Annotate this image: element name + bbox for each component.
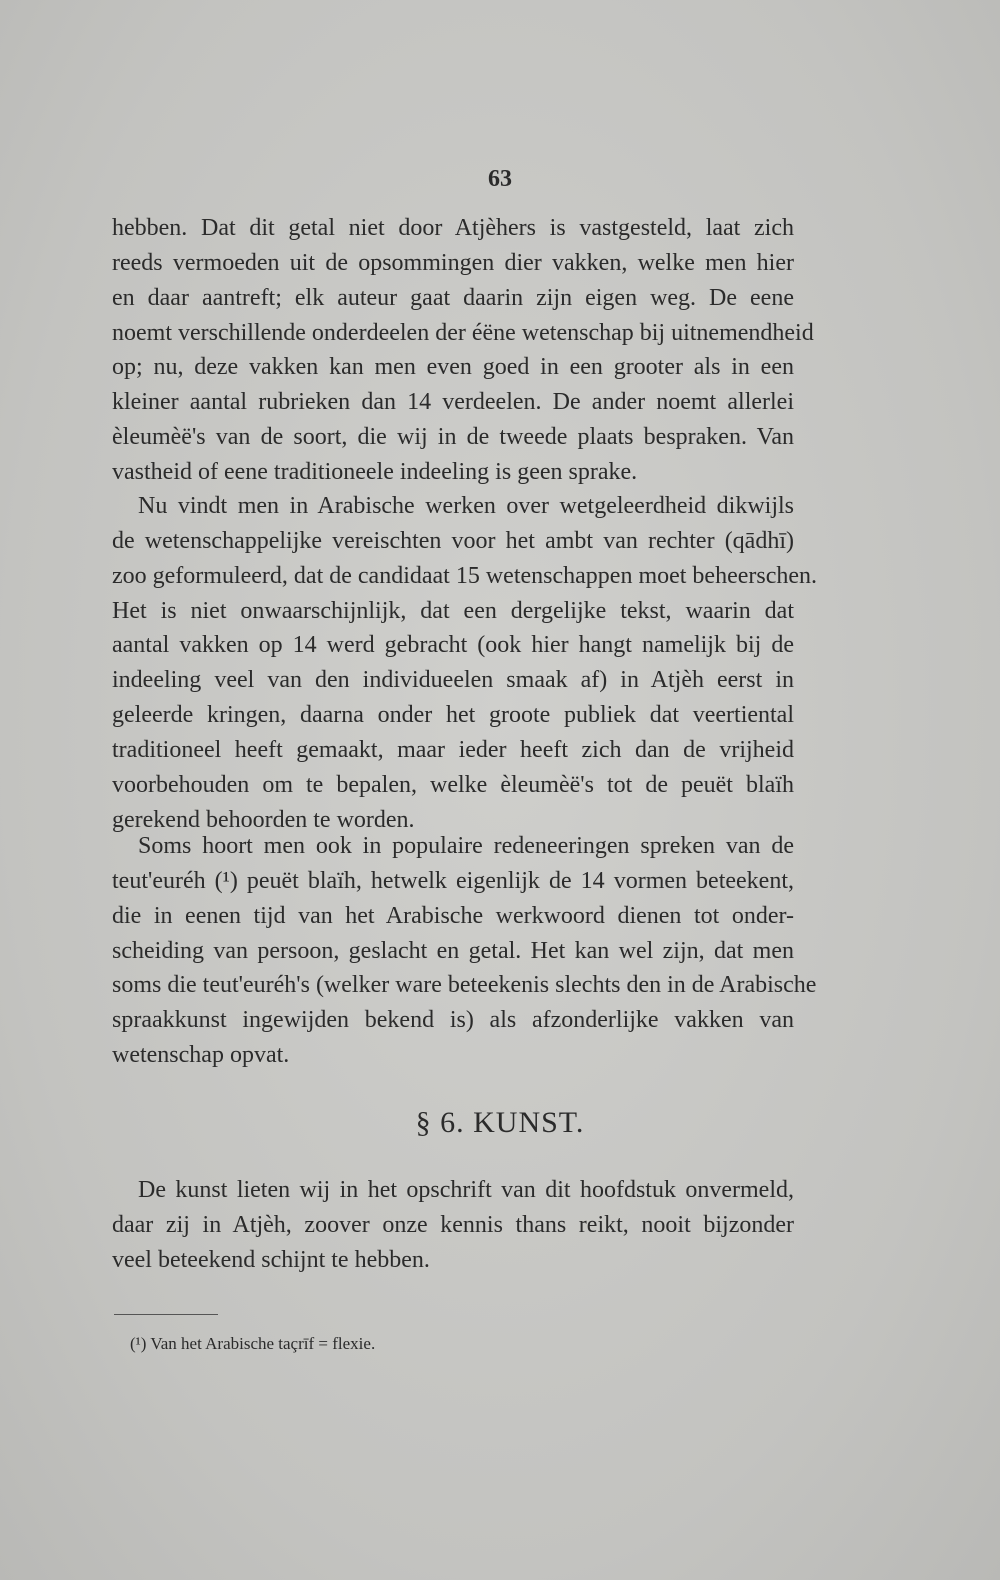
- paragraph-3: [112, 829, 817, 1073]
- text-line: Het is niet onwaarschijnlijk, dat een dergelijke tekst, waarin dat: [112, 597, 794, 624]
- paragraph-1: [112, 211, 814, 490]
- text-line: zoo geformuleerd, dat de candidaat 15 wetenschappen moet beheerschen.: [112, 562, 818, 589]
- section-heading: § 6. KUNST.: [415, 1106, 585, 1139]
- text-line: traditioneel heeft gemaakt, maar ieder heeft zich dan de vrijheid: [112, 736, 794, 763]
- footnote: (¹) Van het Arabische taçrīf = flexie.: [130, 1334, 376, 1353]
- text-line: en daar aantreft; elk auteur gaat daarin zijn eigen weg. De eene: [112, 284, 794, 311]
- paragraph-2: [112, 489, 818, 837]
- text-line: èleumèë's van de soort, die wij in de tweede plaats bespraken. Van: [112, 424, 794, 451]
- text-line: geleerde kringen, daarna onder het groote publiek dat veertiental: [112, 702, 794, 729]
- text-line: hebben. Dat dit getal niet door Atjèhers is vastgesteld, laat zich: [112, 215, 794, 241]
- text-line: daar zij in Atjèh, zoover onze kennis thans reikt, nooit bijzonder: [112, 1211, 794, 1238]
- text-line: noemt verschillende onderdeelen der éëne wetenschap bij uitnemendheid: [112, 319, 814, 346]
- text-line: vastheid of eene traditioneele indeeling is geen sprake.: [112, 458, 638, 485]
- text-line: indeeling veel van den individueelen smaak af) in Atjèh eerst in: [112, 667, 794, 694]
- text-line: teut'euréh (¹) peuët blaïh, hetwelk eigenlijk de 14 vormen beteekent,: [112, 867, 794, 894]
- page-number: 63: [488, 166, 512, 192]
- text-line: soms die teut'euréh's (welker ware beteekenis slechts den in de Arabische: [112, 972, 817, 999]
- text-line: kleiner aantal rubrieken dan 14 verdeelen. De ander noemt allerlei: [112, 389, 794, 416]
- text-line: voorbehouden om te bepalen, welke èleumèë's tot de peuët blaïh: [112, 771, 794, 798]
- text-line: veel beteekend schijnt te hebben.: [112, 1246, 430, 1273]
- text-line: Soms hoort men ook in populaire redeneeringen spreken van de: [138, 833, 794, 859]
- text-line: spraakkunst ingewijden bekend is) als afzonderlijke vakken van: [112, 1007, 794, 1034]
- text-line: reeds vermoeden uit de opsommingen dier vakken, welke men hier: [112, 249, 794, 276]
- text-line: wetenschap opvat.: [112, 1042, 290, 1069]
- text-line: Nu vindt men in Arabische werken over wetgeleerdheid dikwijls: [138, 493, 794, 519]
- footnote-divider: [114, 1314, 218, 1315]
- text-line: de wetenschappelijke vereischten voor het ambt van rechter (qādhī): [112, 527, 794, 554]
- text-line: De kunst lieten wij in het opschrift van dit hoofdstuk onvermeld,: [138, 1177, 794, 1203]
- text-line: scheiding van persoon, geslacht en getal. Het kan wel zijn, dat men: [112, 937, 794, 964]
- text-line: op; nu, deze vakken kan men even goed in een grooter als in een: [112, 354, 794, 381]
- text-line: aantal vakken op 14 werd gebracht (ook hier hangt namelijk bij de: [112, 632, 794, 659]
- text-line: die in eenen tijd van het Arabische werkwoord dienen tot onder-: [112, 902, 794, 929]
- paragraph-4: [112, 1173, 794, 1278]
- text-line: gerekend behoorden te worden.: [112, 806, 415, 833]
